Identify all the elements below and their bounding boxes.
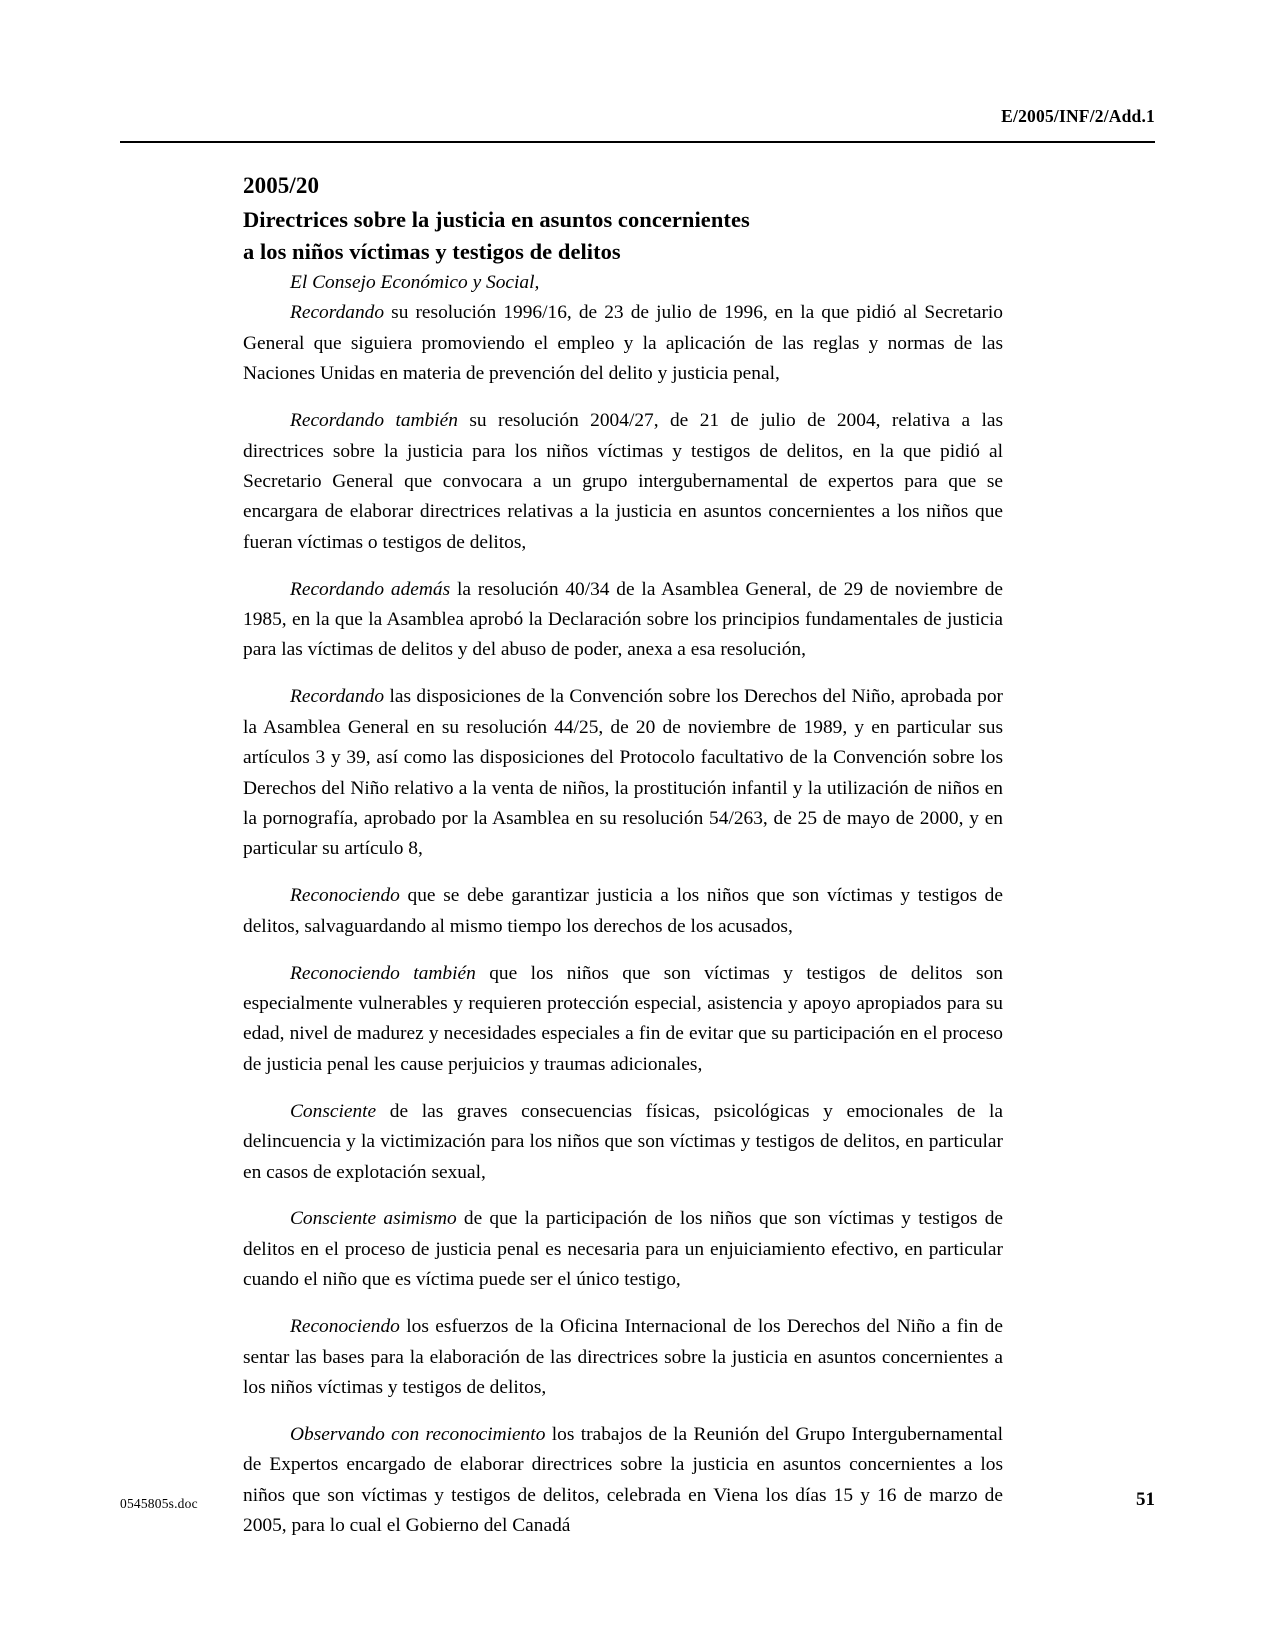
page-title — [243, 204, 1003, 268]
paragraph-lead-in: Recordando también — [290, 410, 458, 432]
footer-document-file: 0545805s.doc — [120, 1496, 198, 1511]
header-rule — [120, 141, 1155, 143]
salutation: El Consejo Económico y Social, — [290, 272, 540, 293]
page-number-value: 51 — [1136, 1489, 1155, 1510]
paragraph-text: que se debe garantizar justicia a los niños que son víctimas y testigos de delitos, salvaguardando al mismo tiempo los derechos de los acusados, — [243, 885, 1003, 937]
paragraph-lead-in: Consciente asimismo — [290, 1208, 457, 1230]
paragraph-text: que los niños que son víctimas y testigos de delitos son especialmente vulnerables y requieren protección especial, asistencia y apoyo apropiados para su edad, nivel de madurez y necesidades especiales a fin de evitar que su participación en el proceso de justicia penal les cause perjuicios y traumas adicionales, — [243, 962, 1003, 1075]
paragraph-list — [243, 298, 1003, 1541]
page-title-line-2: a los niños víctimas y testigos de delitos — [243, 239, 621, 264]
paragraph-lead-in: Reconociendo — [290, 885, 400, 907]
preambular-paragraph — [243, 406, 1003, 558]
paragraph-lead-in: Reconociendo también — [290, 962, 476, 984]
paragraph-text: los esfuerzos de la Oficina Internacional de los Derechos del Niño a fin de sentar las bases para la elaboración de las directrices sobre la justicia en asuntos concernientes a los niños víctimas y testigos de delitos, — [243, 1316, 1003, 1398]
preambular-paragraph — [243, 1420, 1003, 1542]
paragraph-lead-in: Consciente — [290, 1100, 377, 1122]
title-block — [243, 170, 1003, 268]
preambular-paragraph — [243, 1097, 1003, 1188]
preambular-paragraph — [243, 298, 1003, 389]
paragraph-text: las disposiciones de la Convención sobre los Derechos del Niño, aprobada por la Asamblea General en su resolución 44/25, de 20 de noviembre de 1989, y en particular sus artículos 3 y 39, así como las disposiciones del Protocolo facultativo de la Convención sobre los Derechos del Niño relativo a la venta de niños, la prostitución infantil y la utilización de niños en la pornografía, aprobado por la Asamblea en su resolución 54/263, de 25 de mayo de 2000, y en particular su artículo 8, — [243, 686, 1003, 860]
resolution-number: 2005/20 — [243, 173, 320, 198]
preambular-paragraph — [243, 1312, 1003, 1403]
preambular-paragraph — [243, 575, 1003, 666]
footer-page-number — [120, 1489, 1155, 1511]
paragraph-lead-in: Reconociendo — [290, 1316, 400, 1338]
paragraph-lead-in: Recordando además — [290, 578, 451, 600]
paragraph-lead-in: Recordando — [290, 686, 385, 708]
page-title-line-1: Directrices sobre la justicia en asuntos concernientes — [243, 207, 750, 232]
body-column — [243, 268, 1003, 1542]
document-symbol: E/2005/INF/2/Add.1 — [1001, 106, 1155, 126]
running-header — [120, 106, 1155, 127]
preambular-paragraph — [243, 881, 1003, 942]
paragraph-lead-in: Observando con reconocimiento — [290, 1423, 546, 1445]
paragraph-text: la resolución 40/34 de la Asamblea General, de 29 de noviembre de 1985, en la que la Asamblea aprobó la Declaración sobre los principios fundamentales de justicia para las víctimas de delitos y del abuso de poder, anexa a esa resolución, — [243, 578, 1004, 661]
paragraph-text: los trabajos de la Reunión del Grupo Intergubernamental de Expertos encargado de elaborar directrices sobre la justicia en asuntos concernientes a los niños que son víctimas y testigos de delitos, celebrada en Viena los días 15 y 16 de marzo de 2005, para lo cual el Gobierno del Canadá — [243, 1423, 1003, 1537]
preambular-paragraph — [243, 1204, 1003, 1295]
paragraph-text: de las graves consecuencias físicas, psicológicas y emocionales de la delincuencia y la victimización para los niños que son víctimas y testigos de delitos, en particular en casos de explotación sexual, — [243, 1100, 1003, 1183]
preambular-paragraph — [243, 959, 1003, 1081]
paragraph-text: su resolución 2004/27, de 21 de julio de 2004, relativa a las directrices sobre la justicia para los niños víctimas y testigos de delitos, en la que pidió al Secretario General que convocara a un grupo intergubernamental de expertos para que se encargara de elaborar directrices relativas a la justicia en asuntos concernientes a los niños que fueran víctimas o testigos de delitos, — [243, 410, 1003, 553]
preambular-paragraph — [243, 682, 1003, 864]
paragraph-text: su resolución 1996/16, de 23 de julio de 1996, en la que pidió al Secretario General que siguiera promoviendo el empleo y la aplicación de las reglas y normas de las Naciones Unidas en materia de prevención del delito y justicia penal, — [243, 302, 1003, 385]
paragraph-text: de que la participación de los niños que son víctimas y testigos de delitos en el proceso de justicia penal es necesaria para un enjuiciamiento efectivo, en particular cuando el niño que es víctima puede ser el único testigo, — [243, 1208, 1003, 1291]
paragraph-lead-in: Recordando — [290, 302, 385, 324]
